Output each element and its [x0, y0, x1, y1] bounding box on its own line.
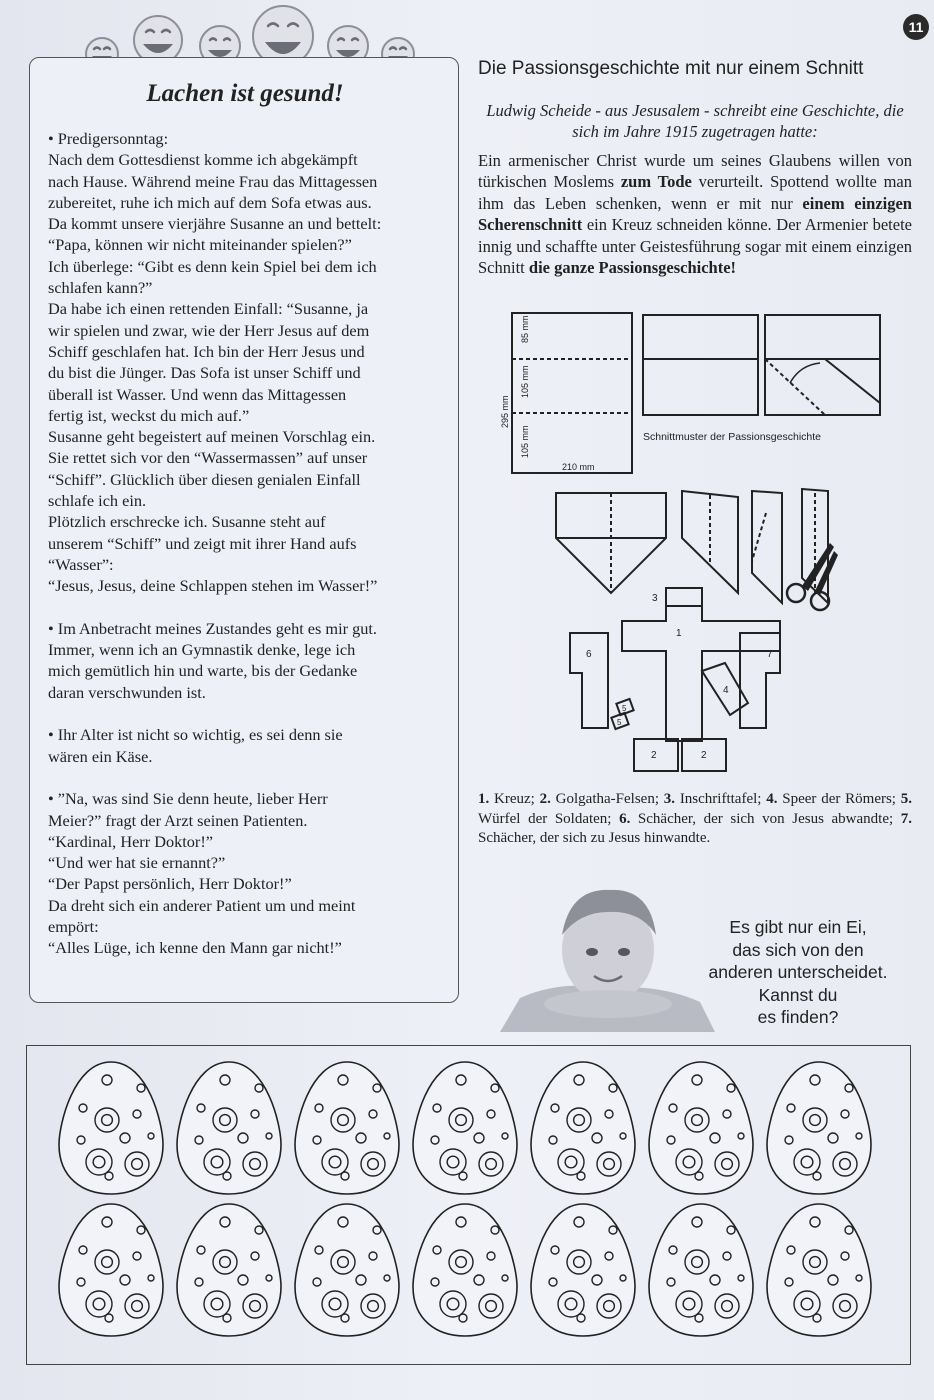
- piece-label: 1: [676, 628, 682, 639]
- cross-piece: [622, 606, 780, 741]
- legend-num: 5.: [900, 791, 913, 807]
- story-text: [478, 150, 912, 278]
- legend-num: 4.: [766, 791, 778, 807]
- story-subtitle: Ludwig Scheide - aus Jesusalem - schreibt eine Geschichte, die sich im Jahre 1915 zugetragen hatte:: [486, 101, 904, 141]
- story-title: Die Passionsgeschichte mit nur einem Schnitt: [478, 58, 864, 79]
- egg[interactable]: [649, 1062, 753, 1194]
- story-part: Ein armenischer Christ wurde um seines Glaubens willen von türkischen Moslems: [478, 151, 912, 192]
- legend-item: [478, 791, 540, 807]
- diagram-caption: Schnittmuster der Passionsgeschichte: [643, 431, 822, 443]
- story-bold: zum Tode: [620, 172, 692, 192]
- legend-text: Würfel der Soldaten;: [478, 810, 620, 827]
- jokes-box: [29, 57, 459, 1003]
- legend-item: [766, 791, 901, 807]
- legend-text: Inschrifttafel;: [675, 791, 767, 807]
- legend-num: 1.: [478, 791, 490, 807]
- piece-label: 5: [622, 704, 627, 713]
- dim-210: 210 mm: [562, 462, 595, 472]
- legend-item: [664, 791, 766, 807]
- dim-105a: 105 mm: [520, 365, 530, 398]
- story-part: verurteilt. Spottend wollte man ihm das Leben schenken, wenn er mit nur: [478, 172, 912, 213]
- legend-text: Schächer, der sich von Jesus abwandte;: [630, 810, 901, 827]
- piece-label: 6: [586, 649, 592, 660]
- legend-num: 6.: [619, 810, 631, 827]
- jokes-title: Lachen ist gesund!: [146, 80, 344, 107]
- piece-label: 7: [767, 649, 773, 660]
- piece-label: 4: [723, 685, 729, 696]
- egg[interactable]: [413, 1062, 517, 1194]
- egg[interactable]: [295, 1204, 399, 1336]
- piece-label: 5: [617, 718, 622, 727]
- egg[interactable]: [59, 1062, 163, 1194]
- egg-puzzle: [26, 1045, 911, 1365]
- cutting-diagram: [490, 303, 900, 783]
- egg[interactable]: [767, 1062, 871, 1194]
- egg[interactable]: [59, 1204, 163, 1336]
- boy-photo: [500, 880, 715, 1032]
- egg[interactable]: [531, 1204, 635, 1336]
- legend-text: Golgatha-Felsen;: [550, 791, 664, 807]
- egg[interactable]: [767, 1204, 871, 1336]
- diagram-legend: [478, 790, 912, 849]
- dim-105b: 105 mm: [520, 425, 530, 458]
- legend-text: Schächer, der sich zu Jesus hinwandte.: [478, 830, 711, 846]
- dim-295: 295 mm: [500, 395, 510, 428]
- legend-text: Kreuz;: [489, 791, 540, 807]
- paper-sheet: [512, 313, 632, 473]
- egg-grid: [27, 1046, 909, 1363]
- egg[interactable]: [177, 1204, 281, 1336]
- story-bold: einem einzigen Scherenschnitt: [478, 193, 912, 235]
- piece-label: 2: [651, 750, 657, 761]
- jokes-text: • Predigersonntag: Nach dem Gottesdienst komme ich abgekämpft nach Hause. Während meine Frau das Mittagessen zubereitet, ruhe ich mich auf dem Sofa etwas aus. Da kommt unsere vierjähre Susanne an und bettelt: “Papa, können wir nicht miteinander spielen?” Ich überlege: “Gibt es denn kein Spiel bei dem ich schlafen kann?” Da habe ich einen rettenden Einfall: “Susanne, ja wir spielen und zwar, wie der Herr Jesus auf dem Schiff geschlafen hat. Ich bin der Herr Jesus und du bist die Jünger. Das Sofa ist unser Schiff und überall ist Wasser. Und wenn das Mittagessen fertig ist, weckst du mich auf.” Susanne geht begeistert auf meinen Vorschlag ein. Sie rettet sich vor den “Wassermassen” auf unser “Schiff”. Glücklich über diesen genialen Einfall schlafe ich ein. Plötzlich erschrecke ich. Susanne steht auf unserem “Schiff” und zeigt mit ihrer Hand aufs “Wasser”: “Jesus, Jesus, deine Schlappen stehen im Wasser!” • Im Anbetracht meines Zustandes geht es mir gut. Immer, wenn ich an Gymnastik denke, lege ich mich gemütlich hin und warte, bis der Gedanke daran verschwunden ist. • Ihr Alter ist nicht so wichtig, es sei denn sie wären ein Käse. • ”Na, was sind Sie denn heute, lieber Herr Meier?” fragt der Arzt seinen Patienten. “Kardinal, Herr Doktor!” “Und wer hat sie ernannt?” “Der Papst persönlich, Herr Doktor!” Da dreht sich ein anderer Patient um und meint empört: “Alles Lüge, ich kenne den Mann gar nicht!”: [48, 129, 382, 958]
- piece-label: 3: [652, 593, 658, 604]
- legend-num: 3.: [663, 791, 676, 807]
- legend-text: Speer der Römers;: [777, 791, 901, 807]
- puzzle-question: Es gibt nur ein Ei, das sich von den anderen unterscheidet. Kannst du es finden?: [708, 917, 888, 1027]
- legend-item: [619, 811, 901, 827]
- dim-85: 85 mm: [520, 315, 530, 343]
- story-part: ein Kreuz schneiden könne. Der Armenier betete innig und schaffte unter Geistesführung sogar mit einem einzigen Schnitt: [478, 215, 912, 278]
- page-number: 11: [903, 14, 929, 40]
- piece-label: 2: [701, 750, 707, 761]
- egg[interactable]: [295, 1062, 399, 1194]
- story-bold: die ganze Passionsgeschichte!: [528, 258, 737, 278]
- egg[interactable]: [413, 1204, 517, 1336]
- legend-num: 7.: [900, 810, 912, 827]
- legend-num: 2.: [539, 791, 551, 807]
- egg[interactable]: [177, 1062, 281, 1194]
- legend-item: [540, 791, 664, 807]
- egg[interactable]: [531, 1062, 635, 1194]
- egg[interactable]: [649, 1204, 753, 1336]
